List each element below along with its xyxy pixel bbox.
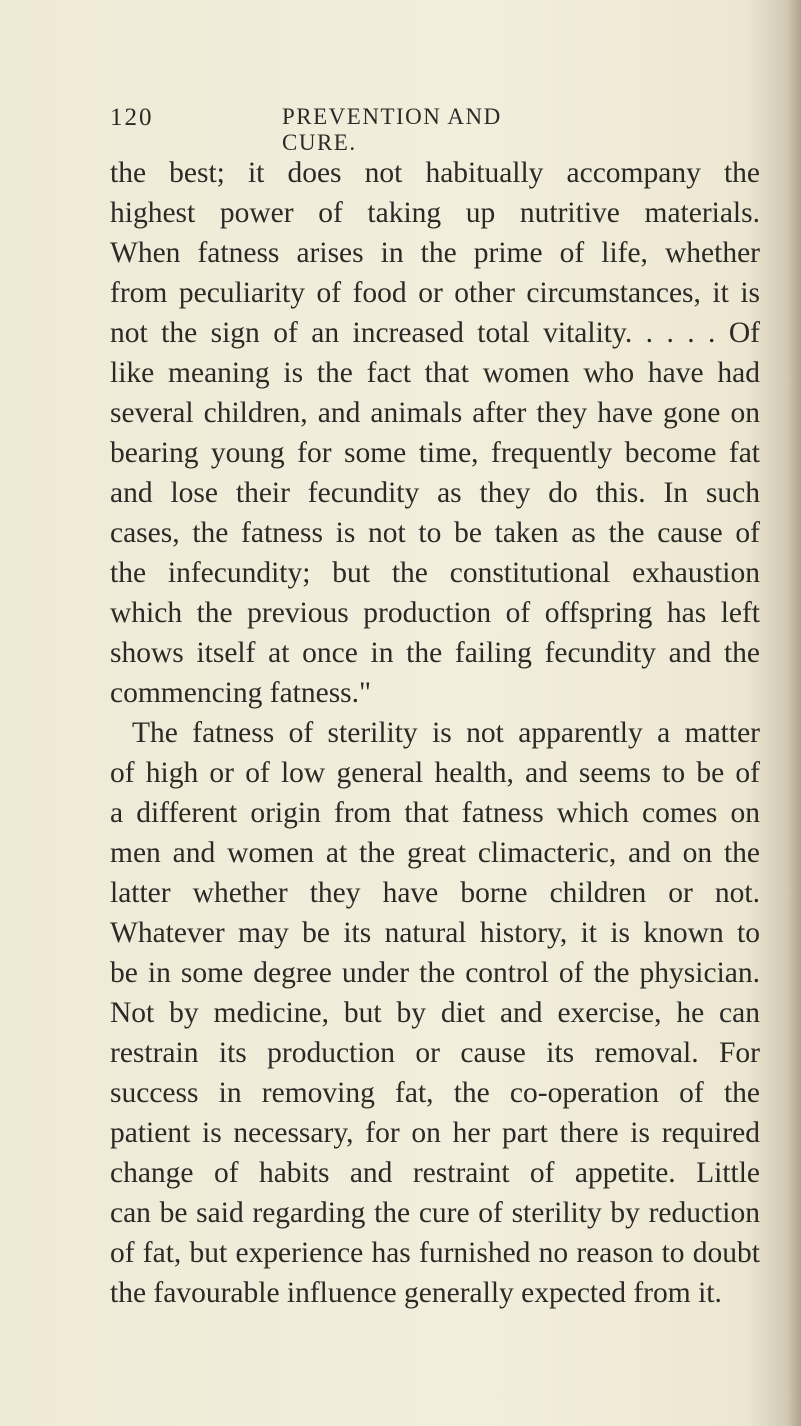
text-line: a different origin from that fatness which comes on [110, 797, 760, 829]
text-line: of fat, but experience has furnished no reason to doubt [110, 1237, 760, 1269]
text-line: the favourable influence generally expected from it. [110, 1277, 722, 1309]
text-line: The fatness of sterility is not apparently a matter [132, 717, 760, 749]
running-head: PREVENTION AND CURE. [282, 104, 502, 155]
page-edge-shadow [787, 0, 801, 1426]
text-line: restrain its production or cause its removal. For [110, 1037, 760, 1069]
page-number: 120 [110, 104, 154, 131]
text-line: the best; it does not habitually accompany the [110, 157, 760, 189]
text-line: bearing young for some time, frequently become fat [110, 437, 760, 469]
text-line: commencing fatness." [110, 677, 372, 709]
page-header [110, 104, 580, 155]
text-line: shows itself at once in the failing fecundity and the [110, 637, 760, 669]
text-line: highest power of taking up nutritive materials. [110, 197, 760, 229]
text-line: of high or of low general health, and seems to be of [110, 757, 760, 789]
text-line: change of habits and restraint of appetite. Little [110, 1157, 760, 1189]
text-line: patient is necessary, for on her part there is required [110, 1117, 760, 1149]
text-line: cases, the fatness is not to be taken as the cause of [110, 517, 760, 549]
text-line: and lose their fecundity as they do this. In such [110, 477, 760, 509]
text-line: men and women at the great climacteric, and on the [110, 837, 760, 869]
text-line: When fatness arises in the prime of life, whether [110, 237, 760, 269]
body-text [110, 153, 760, 1313]
text-line: from peculiarity of food or other circumstances, it is [110, 277, 760, 309]
text-line: like meaning is the fact that women who have had [110, 357, 760, 389]
text-line: which the previous production of offspring has left [110, 597, 760, 629]
text-line: several children, and animals after they have gone on [110, 397, 760, 429]
text-line: not the sign of an increased total vitality. . . . . Of [110, 317, 760, 349]
text-line: success in removing fat, the co-operation of the [110, 1077, 760, 1109]
text-line: Not by medicine, but by diet and exercise, he can [110, 997, 760, 1029]
text-line: Whatever may be its natural history, it is known to [110, 917, 760, 949]
text-line: can be said regarding the cure of sterility by reduction [110, 1197, 760, 1229]
text-line: latter whether they have borne children or not. [110, 877, 760, 909]
text-line: be in some degree under the control of the physician. [110, 957, 760, 989]
text-line: the infecundity; but the constitutional exhaustion [110, 557, 760, 589]
